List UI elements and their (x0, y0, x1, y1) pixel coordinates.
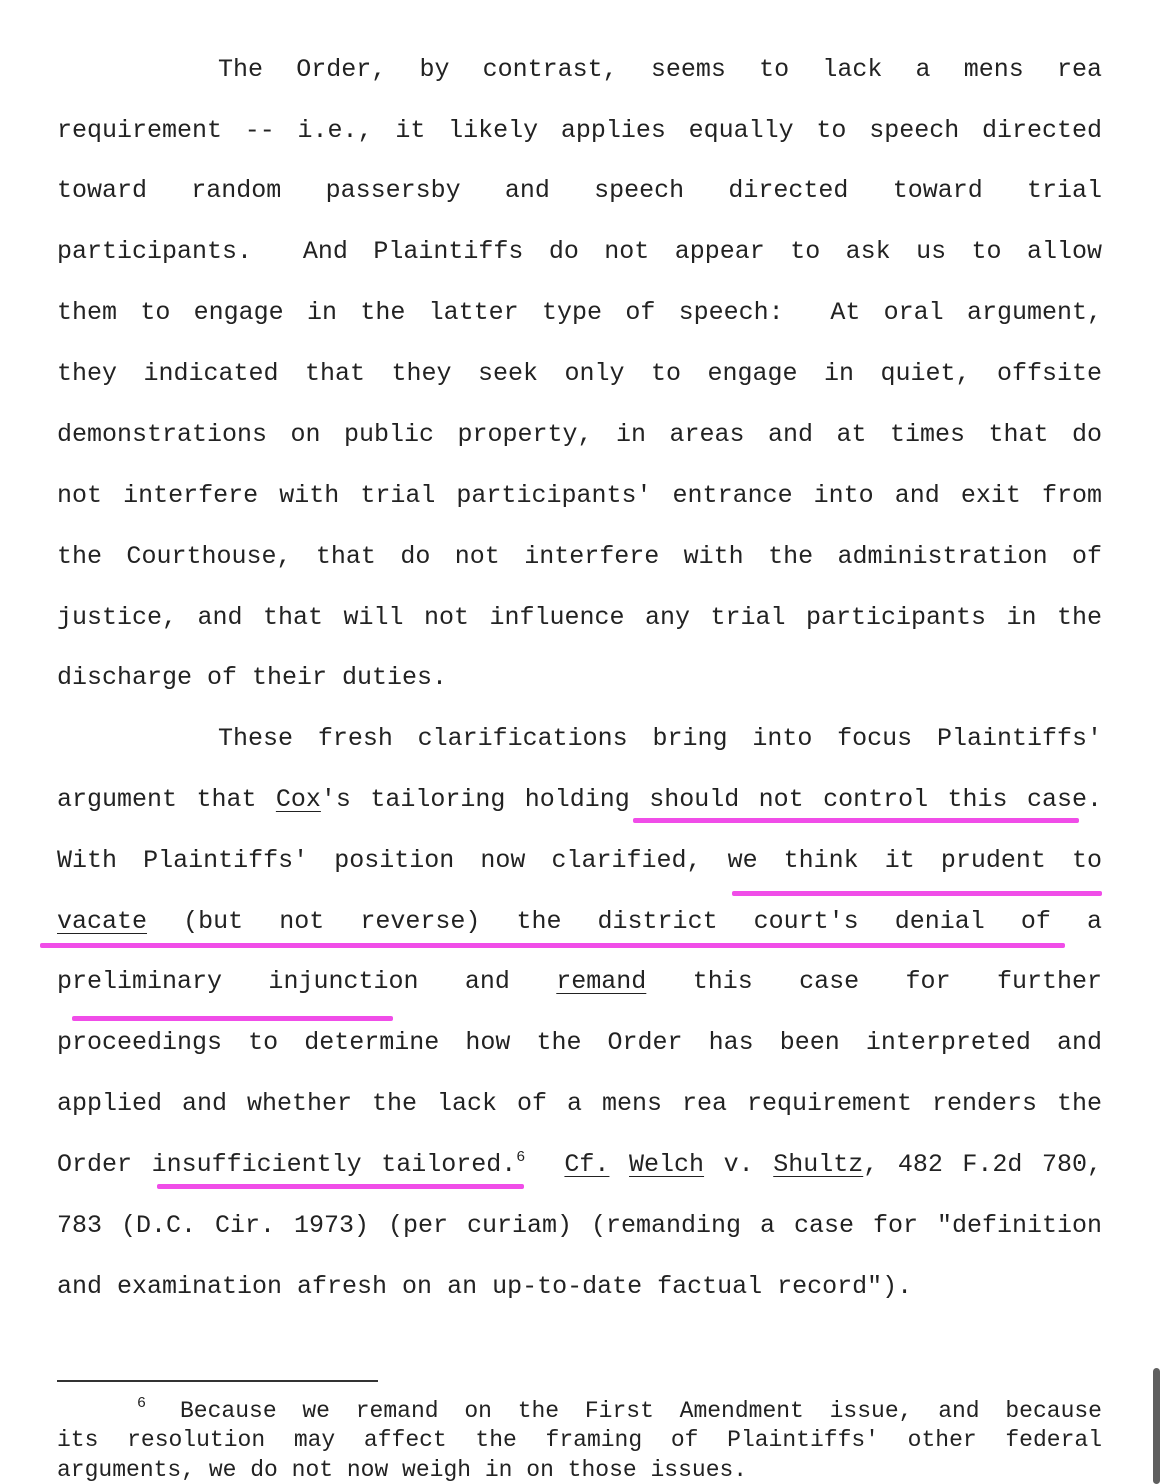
highlight-mark-2 (732, 891, 1102, 896)
para2-line-2: argument that Cox's tailoring holding should not control this case. (57, 785, 1102, 814)
highlight-mark-5 (157, 1184, 524, 1189)
para1-line-6: they indicated that they seek only to engage in quiet, offsite (57, 359, 1102, 388)
footnote-line-1: Because we remand on the First Amendment issue, and because (180, 1398, 1102, 1424)
para2-line-5: preliminary injunction and remand this case for further (57, 967, 1102, 996)
highlight-mark-4 (72, 1016, 393, 1021)
para1-line-2: requirement -- i.e., it likely applies equally to speech directed (57, 116, 1102, 145)
para2-line-10: and examination afresh on an up-to-date factual record"). (57, 1272, 913, 1301)
para2-line-6: proceedings to determine how the Order has been interpreted and (57, 1028, 1102, 1057)
para2-line-8: Order insufficiently tailored.$^6$ Cf. Welch v. Shultz, 482 F.2d 780, (57, 1149, 1103, 1179)
case-name-welch: Welch (629, 1150, 705, 1179)
para1-line-7: demonstrations on public property, in areas and at times that do (57, 420, 1102, 449)
para1-line-4: participants. And Plaintiffs do not appear to ask us to allow (57, 237, 1102, 266)
case-name-cox: Cox (275, 785, 321, 814)
highlight-mark-3 (40, 943, 1065, 948)
footnote-marker: 6 (137, 1395, 147, 1412)
scrollbar-thumb[interactable] (1153, 1368, 1160, 1484)
para1-line-5: them to engage in the latter type of speech: At oral argument, (57, 298, 1102, 327)
emphasis-remand: remand (556, 967, 647, 996)
para2-line-1: These fresh clarifications bring into focus Plaintiffs' (218, 724, 1102, 753)
para2-line-7: applied and whether the lack of a mens rea requirement renders the (57, 1089, 1102, 1118)
footnote-reference: 6 (516, 1149, 526, 1166)
footnote-divider (57, 1380, 378, 1382)
para2-line-9: 783 (D.C. Cir. 1973) (per curiam) (remanding a case for "definition (57, 1211, 1102, 1240)
footnote-line-2: its resolution may affect the framing of Plaintiffs' other federal (57, 1427, 1102, 1453)
footnote-line-3: arguments, we do not now weigh in on those issues. (57, 1457, 748, 1483)
para1-line-3: toward random passersby and speech directed toward trial (57, 176, 1102, 205)
highlight-mark-1 (633, 818, 1079, 823)
signal-cf: Cf. (564, 1150, 610, 1179)
para1-line-1: The Order, by contrast, seems to lack a mens rea (218, 55, 1102, 84)
para1-line-11: discharge of their duties. (57, 663, 448, 692)
para1-line-9: the Courthouse, that do not interfere with the administration of (57, 542, 1102, 571)
para2-line-3: With Plaintiffs' position now clarified, we think it prudent to (57, 846, 1102, 875)
para2-line-4: vacate (but not reverse) the district court's denial of a (57, 907, 1102, 936)
para1-line-10: justice, and that will not influence any trial participants in the (57, 603, 1102, 632)
emphasis-vacate: vacate (57, 907, 148, 936)
case-name-shultz: Shultz (773, 1150, 864, 1179)
para1-line-8: not interfere with trial participants' entrance into and exit from (57, 481, 1102, 510)
